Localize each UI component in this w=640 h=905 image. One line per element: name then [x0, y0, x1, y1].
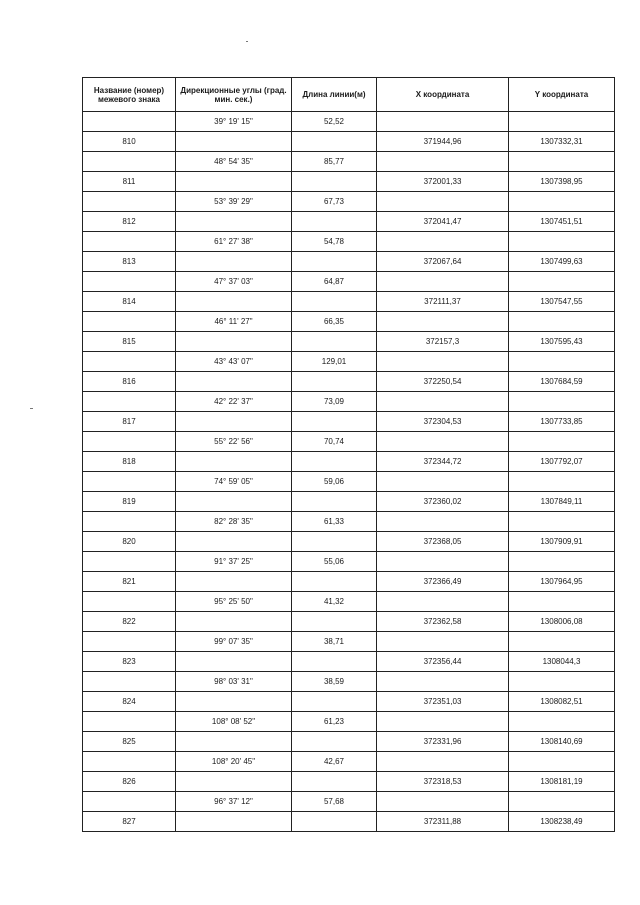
table-row-segment: [83, 192, 615, 212]
cell-x: [377, 672, 509, 692]
cell-x: [377, 792, 509, 812]
cell-x: [377, 392, 509, 412]
cell-x: 372356,44: [377, 652, 509, 672]
cell-angle: [176, 212, 292, 232]
table-row-segment: [83, 512, 615, 532]
cell-x: 372067,64: [377, 252, 509, 272]
cell-length: [292, 532, 377, 552]
table-row-point: [83, 732, 615, 752]
boundary-coordinates-table: [82, 77, 615, 832]
table-row-point: [83, 532, 615, 552]
cell-y: [509, 352, 615, 372]
table-row-point: [83, 812, 615, 832]
cell-y: [509, 712, 615, 732]
cell-x: [377, 752, 509, 772]
cell-y: 1307909,91: [509, 532, 615, 552]
cell-length: [292, 612, 377, 632]
cell-y: 1307733,85: [509, 412, 615, 432]
cell-y: [509, 752, 615, 772]
cell-angle: 108° 08' 52": [176, 712, 292, 732]
table-row-point: [83, 132, 615, 152]
cell-name: 811: [83, 172, 176, 192]
cell-length: [292, 732, 377, 752]
cell-name: 823: [83, 652, 176, 672]
cell-name: 816: [83, 372, 176, 392]
cell-name: [83, 312, 176, 332]
cell-x: 372250,54: [377, 372, 509, 392]
cell-angle: 55° 22' 56": [176, 432, 292, 452]
cell-x: [377, 232, 509, 252]
cell-x: 372311,88: [377, 812, 509, 832]
cell-y: 1307792,07: [509, 452, 615, 472]
cell-x: [377, 352, 509, 372]
cell-y: 1307547,55: [509, 292, 615, 312]
cell-angle: [176, 172, 292, 192]
cell-name: [83, 512, 176, 532]
table-row-point: [83, 452, 615, 472]
cell-name: 817: [83, 412, 176, 432]
cell-y: 1308044,3: [509, 652, 615, 672]
cell-name: 812: [83, 212, 176, 232]
cell-length: 129,01: [292, 352, 377, 372]
table-row-segment: [83, 472, 615, 492]
header-angle: Дирекционные углы (град. мин. сек.): [176, 78, 292, 112]
cell-length: [292, 172, 377, 192]
cell-y: [509, 392, 615, 412]
table-row-point: [83, 292, 615, 312]
cell-angle: [176, 292, 292, 312]
cell-angle: [176, 412, 292, 432]
cell-y: [509, 792, 615, 812]
cell-length: [292, 252, 377, 272]
cell-angle: [176, 372, 292, 392]
cell-name: [83, 592, 176, 612]
table-row-segment: [83, 312, 615, 332]
cell-angle: [176, 132, 292, 152]
cell-length: 73,09: [292, 392, 377, 412]
cell-angle: [176, 332, 292, 352]
header-length: Длина линии(м): [292, 78, 377, 112]
cell-y: 1308082,51: [509, 692, 615, 712]
cell-x: 372001,33: [377, 172, 509, 192]
cell-y: 1308140,69: [509, 732, 615, 752]
cell-name: 810: [83, 132, 176, 152]
cell-angle: 74° 59' 05": [176, 472, 292, 492]
cell-y: [509, 432, 615, 452]
cell-x: [377, 592, 509, 612]
cell-x: 372366,49: [377, 572, 509, 592]
scan-speck: [246, 41, 248, 42]
cell-length: [292, 132, 377, 152]
cell-length: [292, 212, 377, 232]
cell-name: [83, 432, 176, 452]
cell-x: [377, 152, 509, 172]
cell-x: 372368,05: [377, 532, 509, 552]
cell-x: [377, 632, 509, 652]
cell-y: 1307499,63: [509, 252, 615, 272]
cell-angle: [176, 612, 292, 632]
cell-name: [83, 792, 176, 812]
cell-angle: 91° 37' 25": [176, 552, 292, 572]
cell-y: 1308006,08: [509, 612, 615, 632]
cell-name: 813: [83, 252, 176, 272]
cell-y: 1307595,43: [509, 332, 615, 352]
cell-angle: [176, 572, 292, 592]
cell-length: 55,06: [292, 552, 377, 572]
table-row-segment: [83, 752, 615, 772]
cell-angle: [176, 732, 292, 752]
cell-length: [292, 332, 377, 352]
cell-angle: 43° 43' 07": [176, 352, 292, 372]
cell-x: [377, 712, 509, 732]
cell-angle: 48° 54' 35": [176, 152, 292, 172]
cell-x: [377, 432, 509, 452]
cell-name: [83, 192, 176, 212]
cell-angle: 53° 39' 29": [176, 192, 292, 212]
cell-angle: [176, 532, 292, 552]
cell-y: [509, 272, 615, 292]
cell-y: 1307398,95: [509, 172, 615, 192]
cell-y: 1308181,19: [509, 772, 615, 792]
cell-x: 372362,58: [377, 612, 509, 632]
cell-x: 371944,96: [377, 132, 509, 152]
cell-angle: [176, 812, 292, 832]
table-row-point: [83, 412, 615, 432]
cell-x: [377, 552, 509, 572]
cell-y: [509, 472, 615, 492]
cell-name: 825: [83, 732, 176, 752]
cell-y: [509, 232, 615, 252]
cell-angle: 99° 07' 35": [176, 632, 292, 652]
table-row-segment: [83, 392, 615, 412]
cell-length: 67,73: [292, 192, 377, 212]
cell-y: 1307849,11: [509, 492, 615, 512]
cell-x: [377, 112, 509, 132]
cell-name: 826: [83, 772, 176, 792]
cell-x: 372331,96: [377, 732, 509, 752]
table-row-segment: [83, 792, 615, 812]
header-name: Название (номер) межевого знака: [83, 78, 176, 112]
cell-x: 372351,03: [377, 692, 509, 712]
cell-angle: [176, 452, 292, 472]
table-row-segment: [83, 352, 615, 372]
cell-angle: 61° 27' 38": [176, 232, 292, 252]
cell-y: 1307684,59: [509, 372, 615, 392]
cell-y: [509, 632, 615, 652]
table-row-point: [83, 772, 615, 792]
cell-x: 372360,02: [377, 492, 509, 512]
table-row-point: [83, 372, 615, 392]
cell-angle: [176, 252, 292, 272]
cell-angle: 39° 19' 15": [176, 112, 292, 132]
cell-y: [509, 672, 615, 692]
cell-name: [83, 752, 176, 772]
cell-length: [292, 572, 377, 592]
cell-y: 1308238,49: [509, 812, 615, 832]
table-header-row: [83, 78, 615, 112]
cell-name: [83, 472, 176, 492]
scan-speck: [30, 408, 33, 409]
cell-y: 1307964,95: [509, 572, 615, 592]
cell-y: [509, 592, 615, 612]
cell-length: 57,68: [292, 792, 377, 812]
cell-length: 61,23: [292, 712, 377, 732]
cell-length: [292, 412, 377, 432]
cell-name: [83, 352, 176, 372]
table-row-point: [83, 252, 615, 272]
cell-x: 372318,53: [377, 772, 509, 792]
table-row-segment: [83, 272, 615, 292]
cell-name: [83, 712, 176, 732]
cell-y: 1307451,51: [509, 212, 615, 232]
cell-name: [83, 112, 176, 132]
cell-length: 59,06: [292, 472, 377, 492]
cell-y: [509, 192, 615, 212]
cell-x: [377, 272, 509, 292]
cell-length: 54,78: [292, 232, 377, 252]
cell-y: [509, 152, 615, 172]
cell-angle: [176, 772, 292, 792]
cell-x: [377, 472, 509, 492]
cell-name: 827: [83, 812, 176, 832]
cell-length: [292, 692, 377, 712]
table-row-point: [83, 612, 615, 632]
table-row-segment: [83, 112, 615, 132]
cell-name: [83, 272, 176, 292]
cell-name: [83, 232, 176, 252]
cell-length: 70,74: [292, 432, 377, 452]
cell-name: 824: [83, 692, 176, 712]
cell-length: 38,59: [292, 672, 377, 692]
table-row-segment: [83, 712, 615, 732]
cell-name: 815: [83, 332, 176, 352]
cell-length: [292, 372, 377, 392]
cell-y: [509, 552, 615, 572]
table-body: [83, 112, 615, 832]
cell-length: [292, 292, 377, 312]
cell-y: [509, 512, 615, 532]
cell-angle: [176, 492, 292, 512]
header-x: X координата: [377, 78, 509, 112]
cell-y: 1307332,31: [509, 132, 615, 152]
table-row-point: [83, 172, 615, 192]
cell-angle: [176, 652, 292, 672]
cell-angle: 46° 11' 27": [176, 312, 292, 332]
table-row-segment: [83, 592, 615, 612]
cell-length: 41,32: [292, 592, 377, 612]
cell-name: [83, 392, 176, 412]
cell-length: [292, 772, 377, 792]
cell-length: 52,52: [292, 112, 377, 132]
cell-name: [83, 552, 176, 572]
header-y: Y координата: [509, 78, 615, 112]
cell-angle: 47° 37' 03": [176, 272, 292, 292]
cell-angle: 42° 22' 37": [176, 392, 292, 412]
cell-angle: 82° 28' 35": [176, 512, 292, 532]
table-row-point: [83, 572, 615, 592]
cell-name: 820: [83, 532, 176, 552]
table-row-segment: [83, 672, 615, 692]
cell-x: [377, 312, 509, 332]
table-row-point: [83, 692, 615, 712]
cell-name: 822: [83, 612, 176, 632]
cell-length: [292, 812, 377, 832]
cell-length: 64,87: [292, 272, 377, 292]
cell-angle: 96° 37' 12": [176, 792, 292, 812]
cell-angle: 108° 20' 45": [176, 752, 292, 772]
cell-name: [83, 672, 176, 692]
cell-name: 821: [83, 572, 176, 592]
table-row-segment: [83, 552, 615, 572]
cell-x: [377, 512, 509, 532]
table-row-point: [83, 332, 615, 352]
cell-angle: [176, 692, 292, 712]
table-row-segment: [83, 632, 615, 652]
cell-length: [292, 452, 377, 472]
cell-length: 85,77: [292, 152, 377, 172]
cell-length: 61,33: [292, 512, 377, 532]
table-row-point: [83, 652, 615, 672]
cell-x: 372157,3: [377, 332, 509, 352]
cell-name: [83, 152, 176, 172]
table-row-segment: [83, 432, 615, 452]
table-row-point: [83, 212, 615, 232]
cell-angle: 95° 25' 50": [176, 592, 292, 612]
cell-name: 814: [83, 292, 176, 312]
table-row-point: [83, 492, 615, 512]
cell-x: 372041,47: [377, 212, 509, 232]
cell-angle: 98° 03' 31": [176, 672, 292, 692]
cell-x: 372111,37: [377, 292, 509, 312]
cell-name: [83, 632, 176, 652]
cell-name: 819: [83, 492, 176, 512]
cell-length: 38,71: [292, 632, 377, 652]
table-row-segment: [83, 232, 615, 252]
cell-length: 42,67: [292, 752, 377, 772]
cell-name: 818: [83, 452, 176, 472]
cell-y: [509, 112, 615, 132]
cell-x: [377, 192, 509, 212]
cell-length: [292, 652, 377, 672]
table-row-segment: [83, 152, 615, 172]
cell-length: [292, 492, 377, 512]
cell-x: 372344,72: [377, 452, 509, 472]
cell-x: 372304,53: [377, 412, 509, 432]
cell-y: [509, 312, 615, 332]
cell-length: 66,35: [292, 312, 377, 332]
